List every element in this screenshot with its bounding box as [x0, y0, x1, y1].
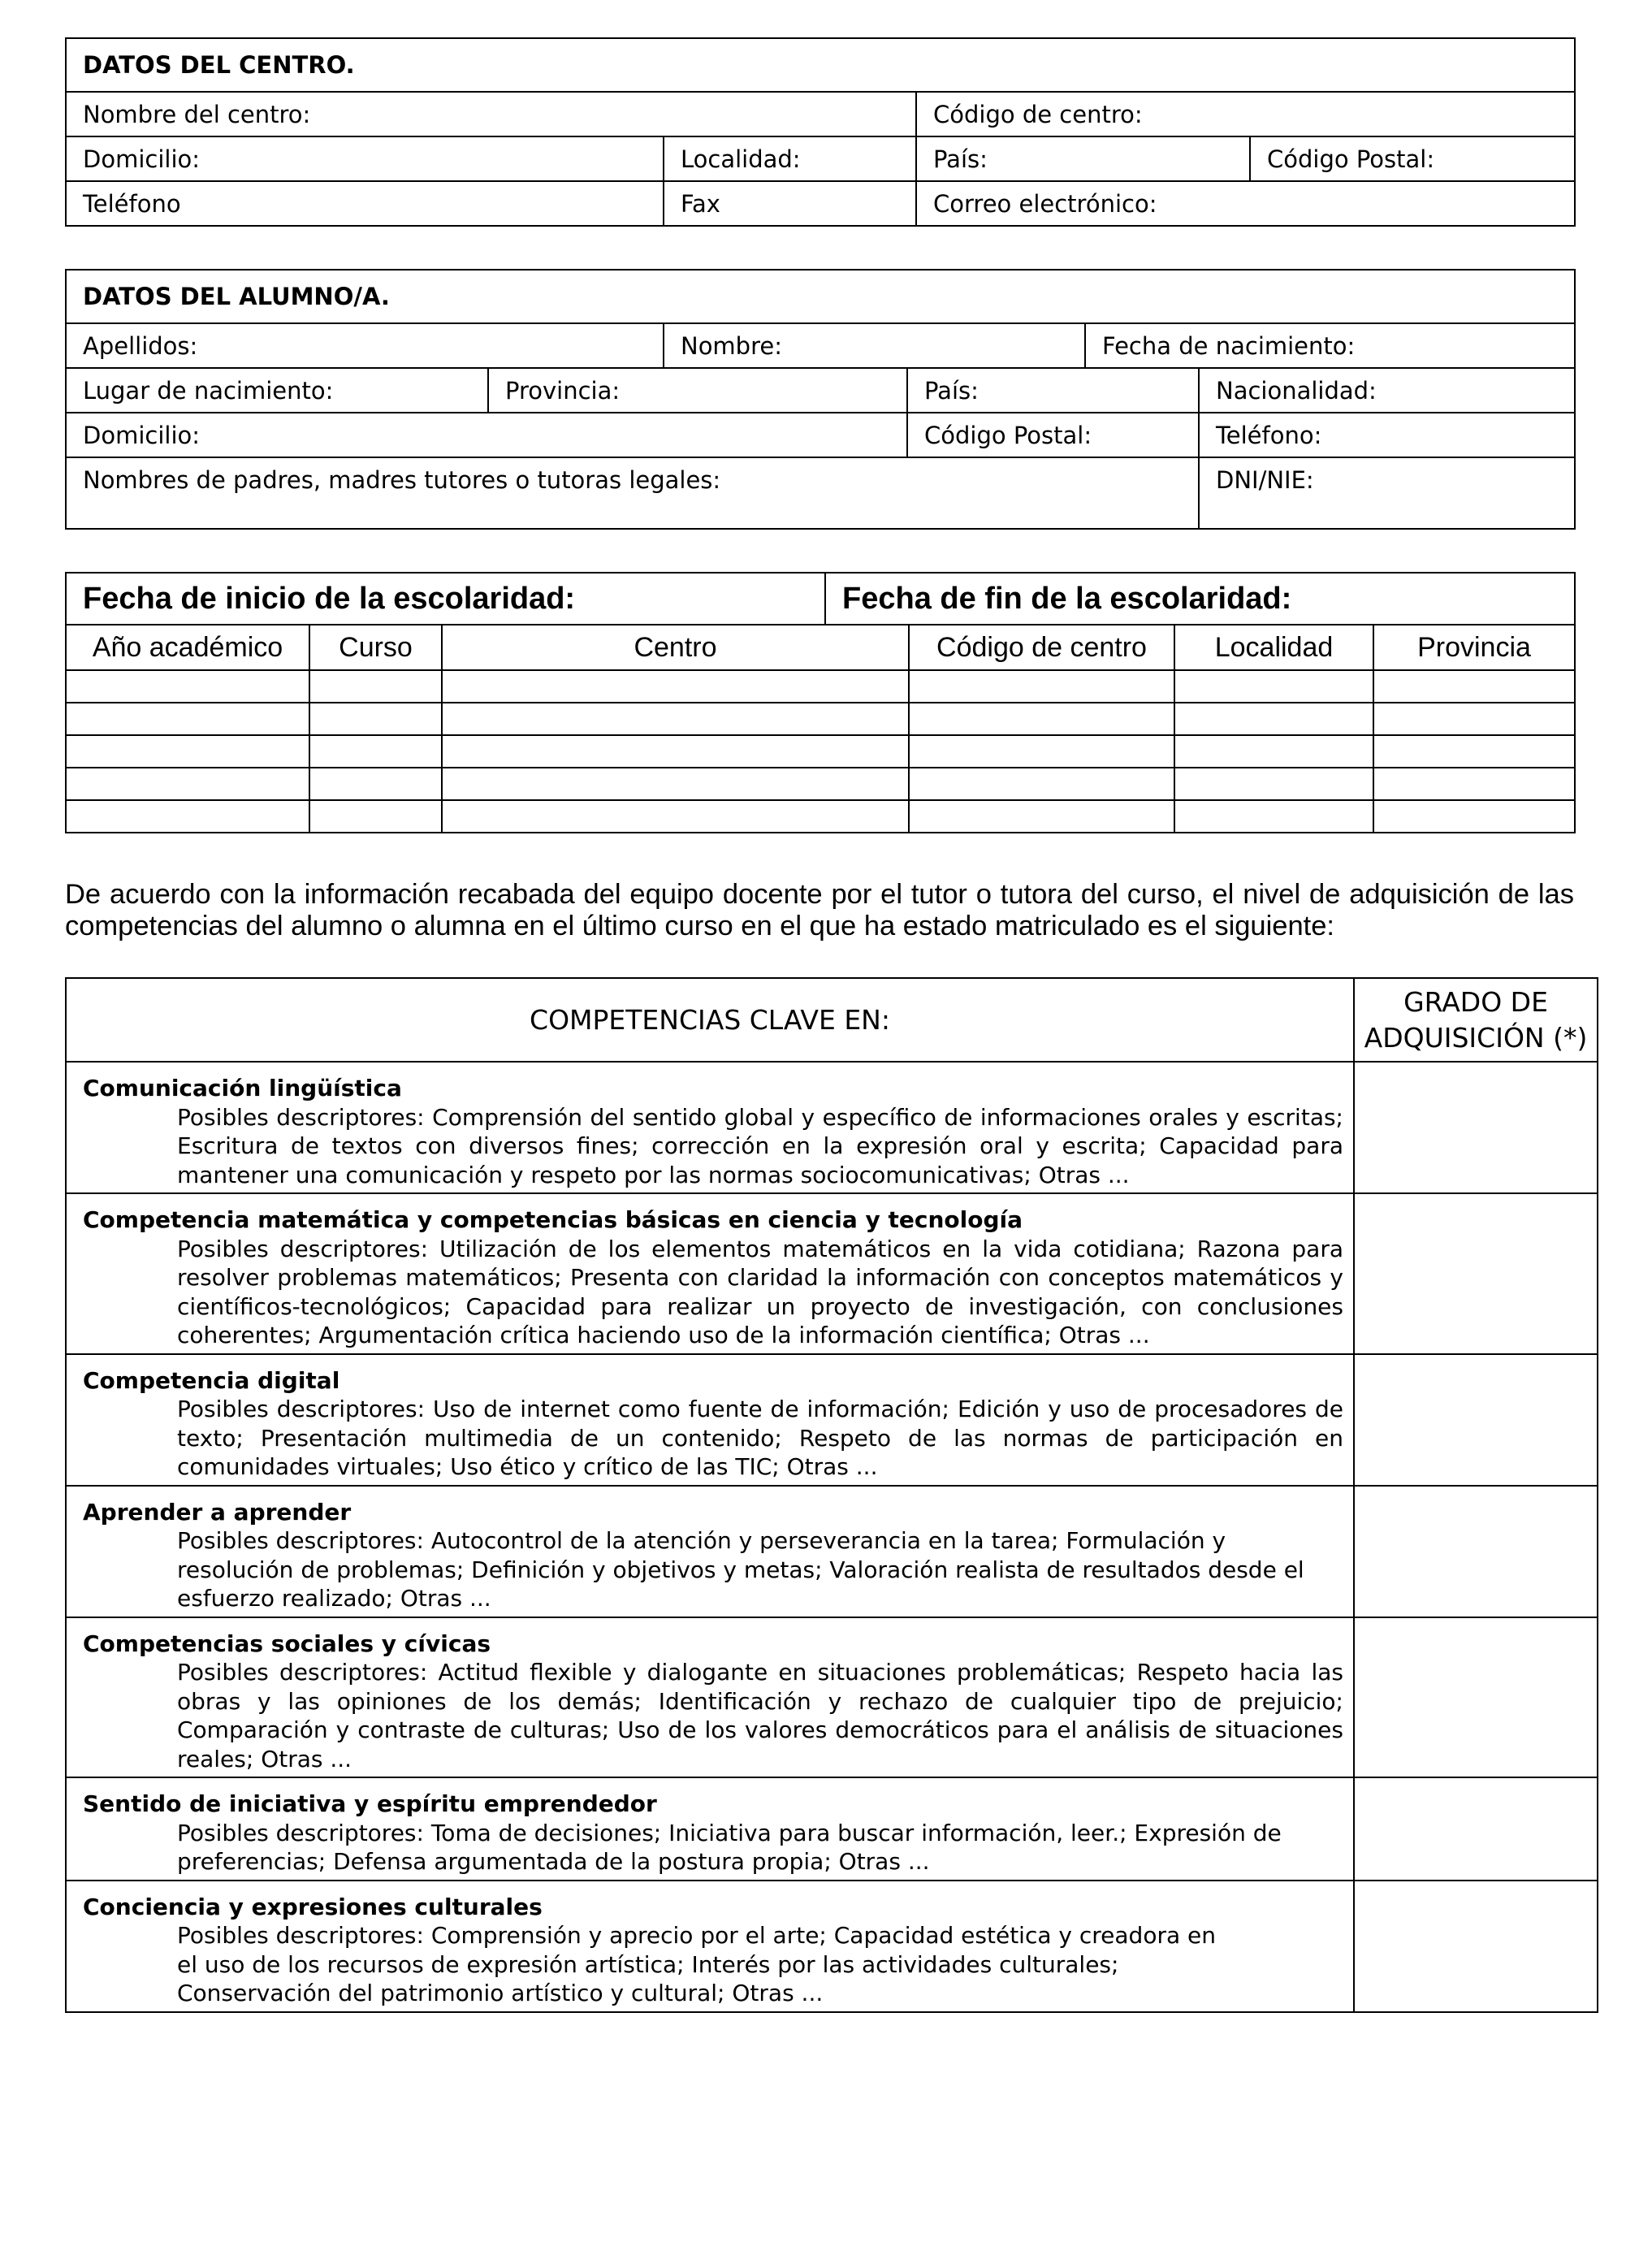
- centro-title: DATOS DEL CENTRO.: [66, 38, 1575, 92]
- grado-header: [1354, 978, 1598, 1062]
- alumno-lugar-nacimiento-field[interactable]: Lugar de nacimiento:: [66, 368, 488, 413]
- grado-cell[interactable]: [1354, 1777, 1598, 1881]
- table-cell[interactable]: [909, 800, 1174, 833]
- competencia-row: [66, 1881, 1598, 2012]
- alumno-pais-field[interactable]: País:: [907, 368, 1199, 413]
- competencia-title: Sentido de iniciativa y espíritu emprendedor: [83, 1790, 657, 1817]
- centro-correo-field[interactable]: Correo electrónico:: [916, 181, 1575, 226]
- table-cell[interactable]: [442, 768, 909, 800]
- competencia-row: [66, 1617, 1598, 1778]
- table-cell[interactable]: [66, 735, 309, 768]
- alumno-apellidos-field[interactable]: Apellidos:: [66, 323, 664, 368]
- competencia-row: [66, 1777, 1598, 1881]
- alumno-fecha-nacimiento-field[interactable]: Fecha de nacimiento:: [1085, 323, 1575, 368]
- escolaridad-table: [65, 624, 1576, 833]
- table-row: [66, 670, 1575, 703]
- alumno-section: [65, 269, 1574, 530]
- alumno-codigo-postal-field[interactable]: Código Postal:: [907, 413, 1199, 457]
- table-cell[interactable]: [1174, 703, 1373, 735]
- table-cell[interactable]: [309, 768, 442, 800]
- competencia-row: [66, 1354, 1598, 1486]
- col-header-centro: Centro: [442, 625, 909, 670]
- col-header-ano: Año académico: [66, 625, 309, 670]
- centro-fax-field[interactable]: Fax: [664, 181, 916, 226]
- table-row: [66, 768, 1575, 800]
- alumno-title: DATOS DEL ALUMNO/A.: [66, 270, 1575, 323]
- table-cell[interactable]: [309, 670, 442, 703]
- competencia-description: Posibles descriptores: Comprensión del sentido global y específico de informaciones orales y escritas; Escritura de textos con diversos fines; corrección en la expresión oral y escrita; Capacidad para mantener una comunicación y respeto por las normas sociocomunicativas; Otras ...: [177, 1103, 1343, 1188]
- competencias-table: [65, 977, 1598, 2013]
- table-row: [66, 703, 1575, 735]
- grado-cell[interactable]: [1354, 1354, 1598, 1486]
- table-cell[interactable]: [1174, 800, 1373, 833]
- competencia-description: Posibles descriptores: Uso de internet como fuente de información; Edición y uso de procesadores de texto; Presentación multimedia de un contenido; Respeto de las normas de participación en comunidades virtuales; Uso ético y crítico de las TIC; Otras ...: [177, 1396, 1343, 1480]
- col-header-localidad: Localidad: [1174, 625, 1373, 670]
- table-cell[interactable]: [1373, 670, 1575, 703]
- centro-telefono-field[interactable]: Teléfono: [66, 181, 664, 226]
- escolaridad-dates-table: [65, 572, 1576, 625]
- centro-section: [65, 37, 1574, 227]
- intro-paragraph: De acuerdo con la información recabada del equipo docente por el tutor o tutora del curso, el nivel de adquisición de las competencias del alumno o alumna en el último curso en el que ha estado matriculado es el siguiente:: [65, 879, 1574, 941]
- table-cell[interactable]: [1373, 768, 1575, 800]
- competencia-title: Aprender a aprender: [83, 1498, 352, 1526]
- alumno-nacionalidad-field[interactable]: Nacionalidad:: [1199, 368, 1575, 413]
- table-cell[interactable]: [909, 768, 1174, 800]
- alumno-table: [65, 269, 1576, 369]
- competencias-section: [65, 977, 1597, 2013]
- grado-cell[interactable]: [1354, 1881, 1598, 2012]
- grado-cell[interactable]: [1354, 1486, 1598, 1617]
- alumno-provincia-field[interactable]: Provincia:: [488, 368, 907, 413]
- escolaridad-fin-field[interactable]: Fecha de fin de la escolaridad:: [825, 573, 1575, 625]
- col-header-provincia: Provincia: [1373, 625, 1575, 670]
- competencia-title: Comunicación lingüística: [83, 1075, 402, 1102]
- competencia-description: Posibles descriptores: Autocontrol de la atención y perseverancia en la tarea; Formulación y resolución de problemas; Definición y objetivos y metas; Valoración realista de resultados desde el esfuerzo realizado; Otras ...: [177, 1527, 1304, 1612]
- competencia-row: [66, 1062, 1598, 1193]
- competencias-header: COMPETENCIAS CLAVE EN:: [66, 978, 1354, 1062]
- table-cell[interactable]: [309, 703, 442, 735]
- alumno-nombre-field[interactable]: Nombre:: [664, 323, 1085, 368]
- table-cell[interactable]: [442, 735, 909, 768]
- competencia-title: Conciencia y expresiones culturales: [83, 1893, 543, 1920]
- centro-domicilio-field[interactable]: Domicilio:: [66, 136, 664, 181]
- centro-table: [65, 37, 1576, 227]
- table-cell[interactable]: [66, 703, 309, 735]
- table-cell[interactable]: [1174, 670, 1373, 703]
- alumno-dni-field[interactable]: DNI/NIE:: [1199, 457, 1575, 529]
- competencia-description: Posibles descriptores: Actitud flexible y dialogante en situaciones problemáticas; Respeto hacia las obras y las opiniones de los demás; Identificación y rechazo de cualquier tipo de prejuicio; Comparación y contraste de culturas; Uso de los valores democráticos para el análisis de situaciones reales; Otras ...: [177, 1659, 1343, 1772]
- table-cell[interactable]: [1174, 768, 1373, 800]
- table-cell[interactable]: [1373, 703, 1575, 735]
- table-row: [66, 735, 1575, 768]
- grado-header-line2: ADQUISICIÓN (*): [1364, 1021, 1588, 1054]
- table-cell[interactable]: [309, 735, 442, 768]
- centro-localidad-field[interactable]: Localidad:: [664, 136, 916, 181]
- competencia-title: Competencia matemática y competencias básicas en ciencia y tecnología: [83, 1206, 1023, 1233]
- table-cell[interactable]: [1174, 735, 1373, 768]
- alumno-table-2: [65, 367, 1576, 530]
- competencia-title: Competencias sociales y cívicas: [83, 1630, 491, 1657]
- escolaridad-inicio-field[interactable]: Fecha de inicio de la escolaridad:: [66, 573, 825, 625]
- col-header-curso: Curso: [309, 625, 442, 670]
- competencia-description: Posibles descriptores: Comprensión y aprecio por el arte; Capacidad estética y creadora en el uso de los recursos de expresión artística; Interés por las actividades culturales; Conservación del patrimonio artístico y cultural; Otras ...: [177, 1922, 1217, 2006]
- table-cell[interactable]: [442, 670, 909, 703]
- grado-cell[interactable]: [1354, 1193, 1598, 1354]
- table-cell[interactable]: [909, 735, 1174, 768]
- alumno-telefono-field[interactable]: Teléfono:: [1199, 413, 1575, 457]
- grado-header-line1: GRADO DE: [1403, 985, 1548, 1018]
- table-cell[interactable]: [909, 670, 1174, 703]
- competencia-description: Posibles descriptores: Toma de decisiones; Iniciativa para buscar información, leer.; Expresión de preferencias; Defensa argumentada de la postura propia; Otras ...: [177, 1819, 1282, 1875]
- escolaridad-section: [65, 572, 1574, 833]
- table-row: [66, 800, 1575, 833]
- table-cell[interactable]: [442, 800, 909, 833]
- centro-nombre-field[interactable]: Nombre del centro:: [66, 92, 916, 136]
- centro-pais-field[interactable]: País:: [916, 136, 1250, 181]
- table-cell[interactable]: [66, 768, 309, 800]
- table-cell[interactable]: [1373, 800, 1575, 833]
- alumno-domicilio-field[interactable]: Domicilio:: [66, 413, 907, 457]
- competencia-description: Posibles descriptores: Utilización de los elementos matemáticos en la vida cotidiana; Razona para resolver problemas matemáticos; Presenta con claridad la información con conceptos matemáticos y científicos-tecnológicos; Capacidad para realizar un proyecto de investigación, con conclusiones coherentes; Argumentación crítica haciendo uso de la información científica; Otras ...: [177, 1235, 1343, 1348]
- competencia-row: [66, 1193, 1598, 1354]
- table-cell[interactable]: [909, 703, 1174, 735]
- centro-codigo-postal-field[interactable]: Código Postal:: [1250, 136, 1575, 181]
- col-header-codigo: Código de centro: [909, 625, 1174, 670]
- table-cell[interactable]: [66, 670, 309, 703]
- grado-cell[interactable]: [1354, 1062, 1598, 1193]
- table-cell[interactable]: [66, 800, 309, 833]
- table-cell[interactable]: [1373, 735, 1575, 768]
- grado-cell[interactable]: [1354, 1617, 1598, 1778]
- competencia-row: [66, 1486, 1598, 1617]
- alumno-padres-field[interactable]: Nombres de padres, madres tutores o tutoras legales:: [66, 457, 1199, 529]
- competencia-title: Competencia digital: [83, 1366, 340, 1394]
- centro-codigo-field[interactable]: Código de centro:: [916, 92, 1575, 136]
- table-cell[interactable]: [309, 800, 442, 833]
- table-cell[interactable]: [442, 703, 909, 735]
